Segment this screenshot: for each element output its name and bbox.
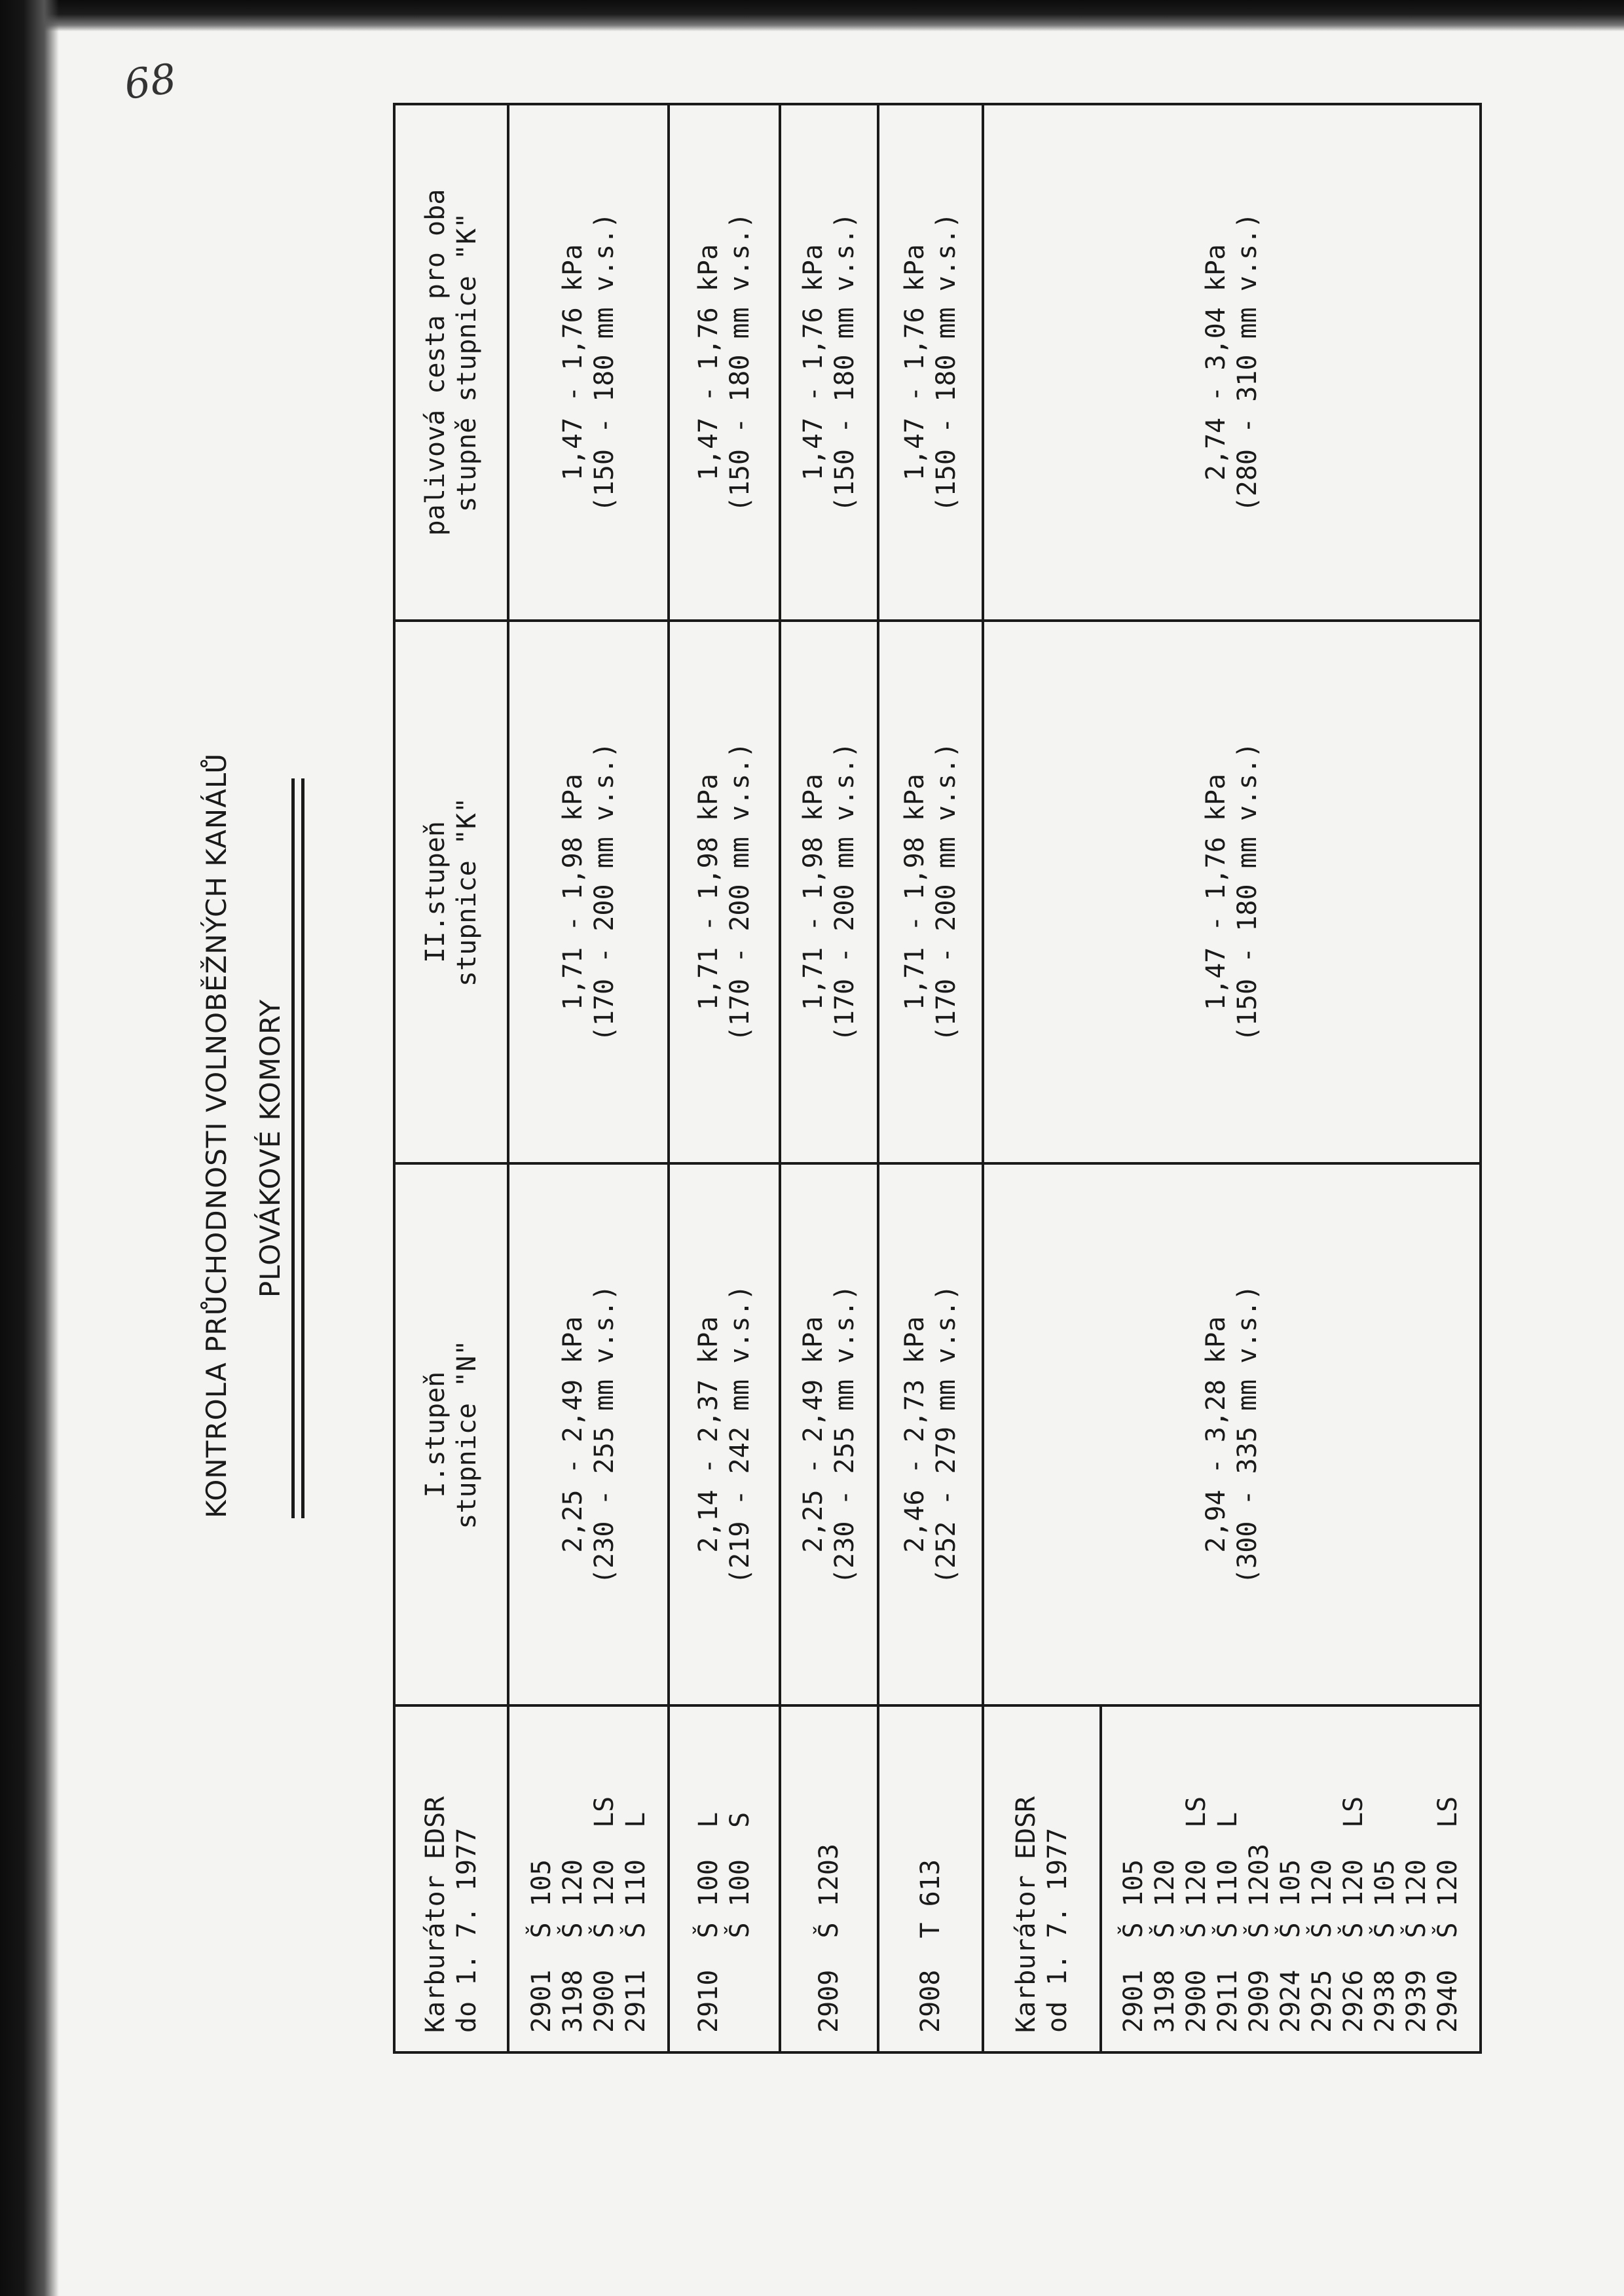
header-stage1-line1: I.stupeň: [420, 1371, 451, 1498]
model-line: 2940 Š 120 LS: [1433, 1796, 1463, 2033]
title-underline: [291, 778, 295, 1518]
model-line: 2909 Š 1203: [814, 1844, 844, 2033]
section2-carburetor-header: [983, 1705, 1101, 2052]
row-fuel-value: [669, 104, 780, 621]
title-underline-second: [301, 778, 304, 1518]
value-mm: (230 - 255 mm v.s.): [589, 1285, 619, 1584]
table-row: [669, 104, 780, 2052]
header-carburetor-line2: do 1. 7. 1977: [452, 1827, 482, 2033]
value-mm: (219 - 242 mm v.s.): [725, 1285, 755, 1584]
section2-stage1-value: [983, 1163, 1481, 1706]
row-stage2-value: [669, 621, 780, 1163]
pressure-table: [393, 103, 1482, 2054]
section2-stage2-value: [983, 621, 1481, 1163]
header-carburetor-line1: Karburátor EDSR: [420, 1796, 451, 2033]
value-mm: (280 - 310 mm v.s.): [1232, 212, 1263, 513]
model-line: Š 100 S: [725, 1812, 755, 2033]
row-stage1-value: [669, 1163, 780, 1706]
title-line-2: PLOVÁKOVÉ KOMORY: [254, 998, 286, 1298]
header-carburetor: [394, 1705, 508, 2052]
model-line: 2909 Š 1203: [1244, 1844, 1274, 2033]
table-header-row: [394, 104, 508, 2052]
section2-fuel-value: [983, 104, 1481, 621]
value-mm: (150 - 180 mm v.s.): [830, 212, 860, 513]
value-kpa: 1,47 - 1,76 kPa: [798, 244, 828, 481]
section2-header-line2: od 1. 7. 1977: [1043, 1827, 1073, 2033]
model-line: 3198 Š 120: [1150, 1859, 1180, 2033]
value-kpa: 1,71 - 1,98 kPa: [798, 773, 828, 1011]
value-kpa: 1,71 - 1,98 kPa: [693, 773, 724, 1011]
row-models: [878, 1705, 983, 2052]
title-line-1: KONTROLA PRŮCHODNOSTI VOLNOBĚŽNÝCH KANÁLŮ: [200, 753, 232, 1518]
value-mm: (170 - 200 mm v.s.): [725, 742, 755, 1042]
value-mm: (150 - 180 mm v.s.): [931, 212, 961, 513]
model-line: 2911 Š 110 L: [1213, 1812, 1243, 2033]
header-stage2: [394, 621, 508, 1163]
row-stage2-value: [780, 621, 878, 1163]
value-kpa: 2,14 - 2,37 kPa: [693, 1316, 724, 1553]
value-kpa: 2,74 - 3,04 kPa: [1201, 244, 1231, 481]
row-fuel-value: [878, 104, 983, 621]
value-mm: (170 - 200 mm v.s.): [931, 742, 961, 1042]
value-kpa: 1,47 - 1,76 kPa: [900, 244, 930, 481]
model-line: 2900 Š 120 LS: [1181, 1796, 1211, 2033]
section2-models: [1101, 1705, 1481, 2052]
value-kpa: 1,47 - 1,76 kPa: [1201, 773, 1231, 1011]
row-stage1-value: [508, 1163, 669, 1706]
header-stage2-line2: stupnice "K": [452, 797, 482, 987]
model-line: 2900 Š 120 LS: [589, 1796, 619, 2033]
value-mm: (150 - 180 mm v.s.): [589, 212, 619, 513]
row-models: [508, 1705, 669, 2052]
value-mm: (170 - 200 mm v.s.): [830, 742, 860, 1042]
row-stage1-value: [780, 1163, 878, 1706]
model-line: 2901 Š 105: [526, 1859, 557, 2033]
value-kpa: 2,25 - 2,49 kPa: [557, 1316, 588, 1553]
row-models: [780, 1705, 878, 2052]
value-mm: (150 - 180 mm v.s.): [1232, 742, 1263, 1042]
table-row: [780, 104, 878, 2052]
value-kpa: 1,71 - 1,98 kPa: [557, 773, 588, 1011]
header-fuel-path: [394, 104, 508, 621]
row-stage1-value: [878, 1163, 983, 1706]
row-fuel-value: [780, 104, 878, 621]
value-mm: (230 - 255 mm v.s.): [830, 1285, 860, 1584]
value-kpa: 1,71 - 1,98 kPa: [900, 773, 930, 1011]
value-mm: (300 - 335 mm v.s.): [1232, 1285, 1263, 1584]
header-stage1: [394, 1163, 508, 1706]
header-stage2-line1: II.stupeň: [420, 821, 451, 963]
header-fuel-line2: stupně stupnice "K": [452, 212, 482, 513]
table-row: [508, 104, 669, 2052]
value-kpa: 1,47 - 1,76 kPa: [557, 244, 588, 481]
model-line: 2926 Š 120 LS: [1338, 1796, 1369, 2033]
model-line: 2908 T 613: [915, 1859, 946, 2033]
model-line: 3198 Š 120: [557, 1859, 588, 2033]
handwritten-page-number: 68: [121, 54, 179, 109]
row-models: [669, 1705, 780, 2052]
row-fuel-value: [508, 104, 669, 621]
value-kpa: 2,94 - 3,28 kPa: [1201, 1316, 1231, 1553]
document-title: [196, 753, 291, 1518]
section2-header-line1: Karburátor EDSR: [1011, 1796, 1041, 2033]
value-mm: (150 - 180 mm v.s.): [725, 212, 755, 513]
value-mm: (252 - 279 mm v.s.): [931, 1285, 961, 1584]
model-line: 2901 Š 105: [1118, 1859, 1149, 2033]
model-line: 2924 Š 105: [1276, 1859, 1306, 2033]
table-row: [878, 104, 983, 2052]
model-line: 2939 Š 120: [1401, 1859, 1431, 2033]
model-line: 2910 Š 100 L: [693, 1812, 724, 2033]
value-kpa: 2,25 - 2,49 kPa: [798, 1316, 828, 1553]
model-line: 2925 Š 120: [1307, 1859, 1337, 2033]
model-line: 2938 Š 105: [1370, 1859, 1400, 2033]
value-kpa: 2,46 - 2,73 kPa: [900, 1316, 930, 1553]
header-stage1-line2: stupnice "N": [452, 1339, 482, 1529]
value-mm: (170 - 200 mm v.s.): [589, 742, 619, 1042]
section2-header-row: [983, 104, 1101, 2052]
row-stage2-value: [508, 621, 669, 1163]
value-kpa: 1,47 - 1,76 kPa: [693, 244, 724, 481]
header-fuel-line1: palivová cesta pro oba: [420, 189, 451, 536]
model-line: 2911 Š 110 L: [620, 1812, 651, 2033]
row-stage2-value: [878, 621, 983, 1163]
